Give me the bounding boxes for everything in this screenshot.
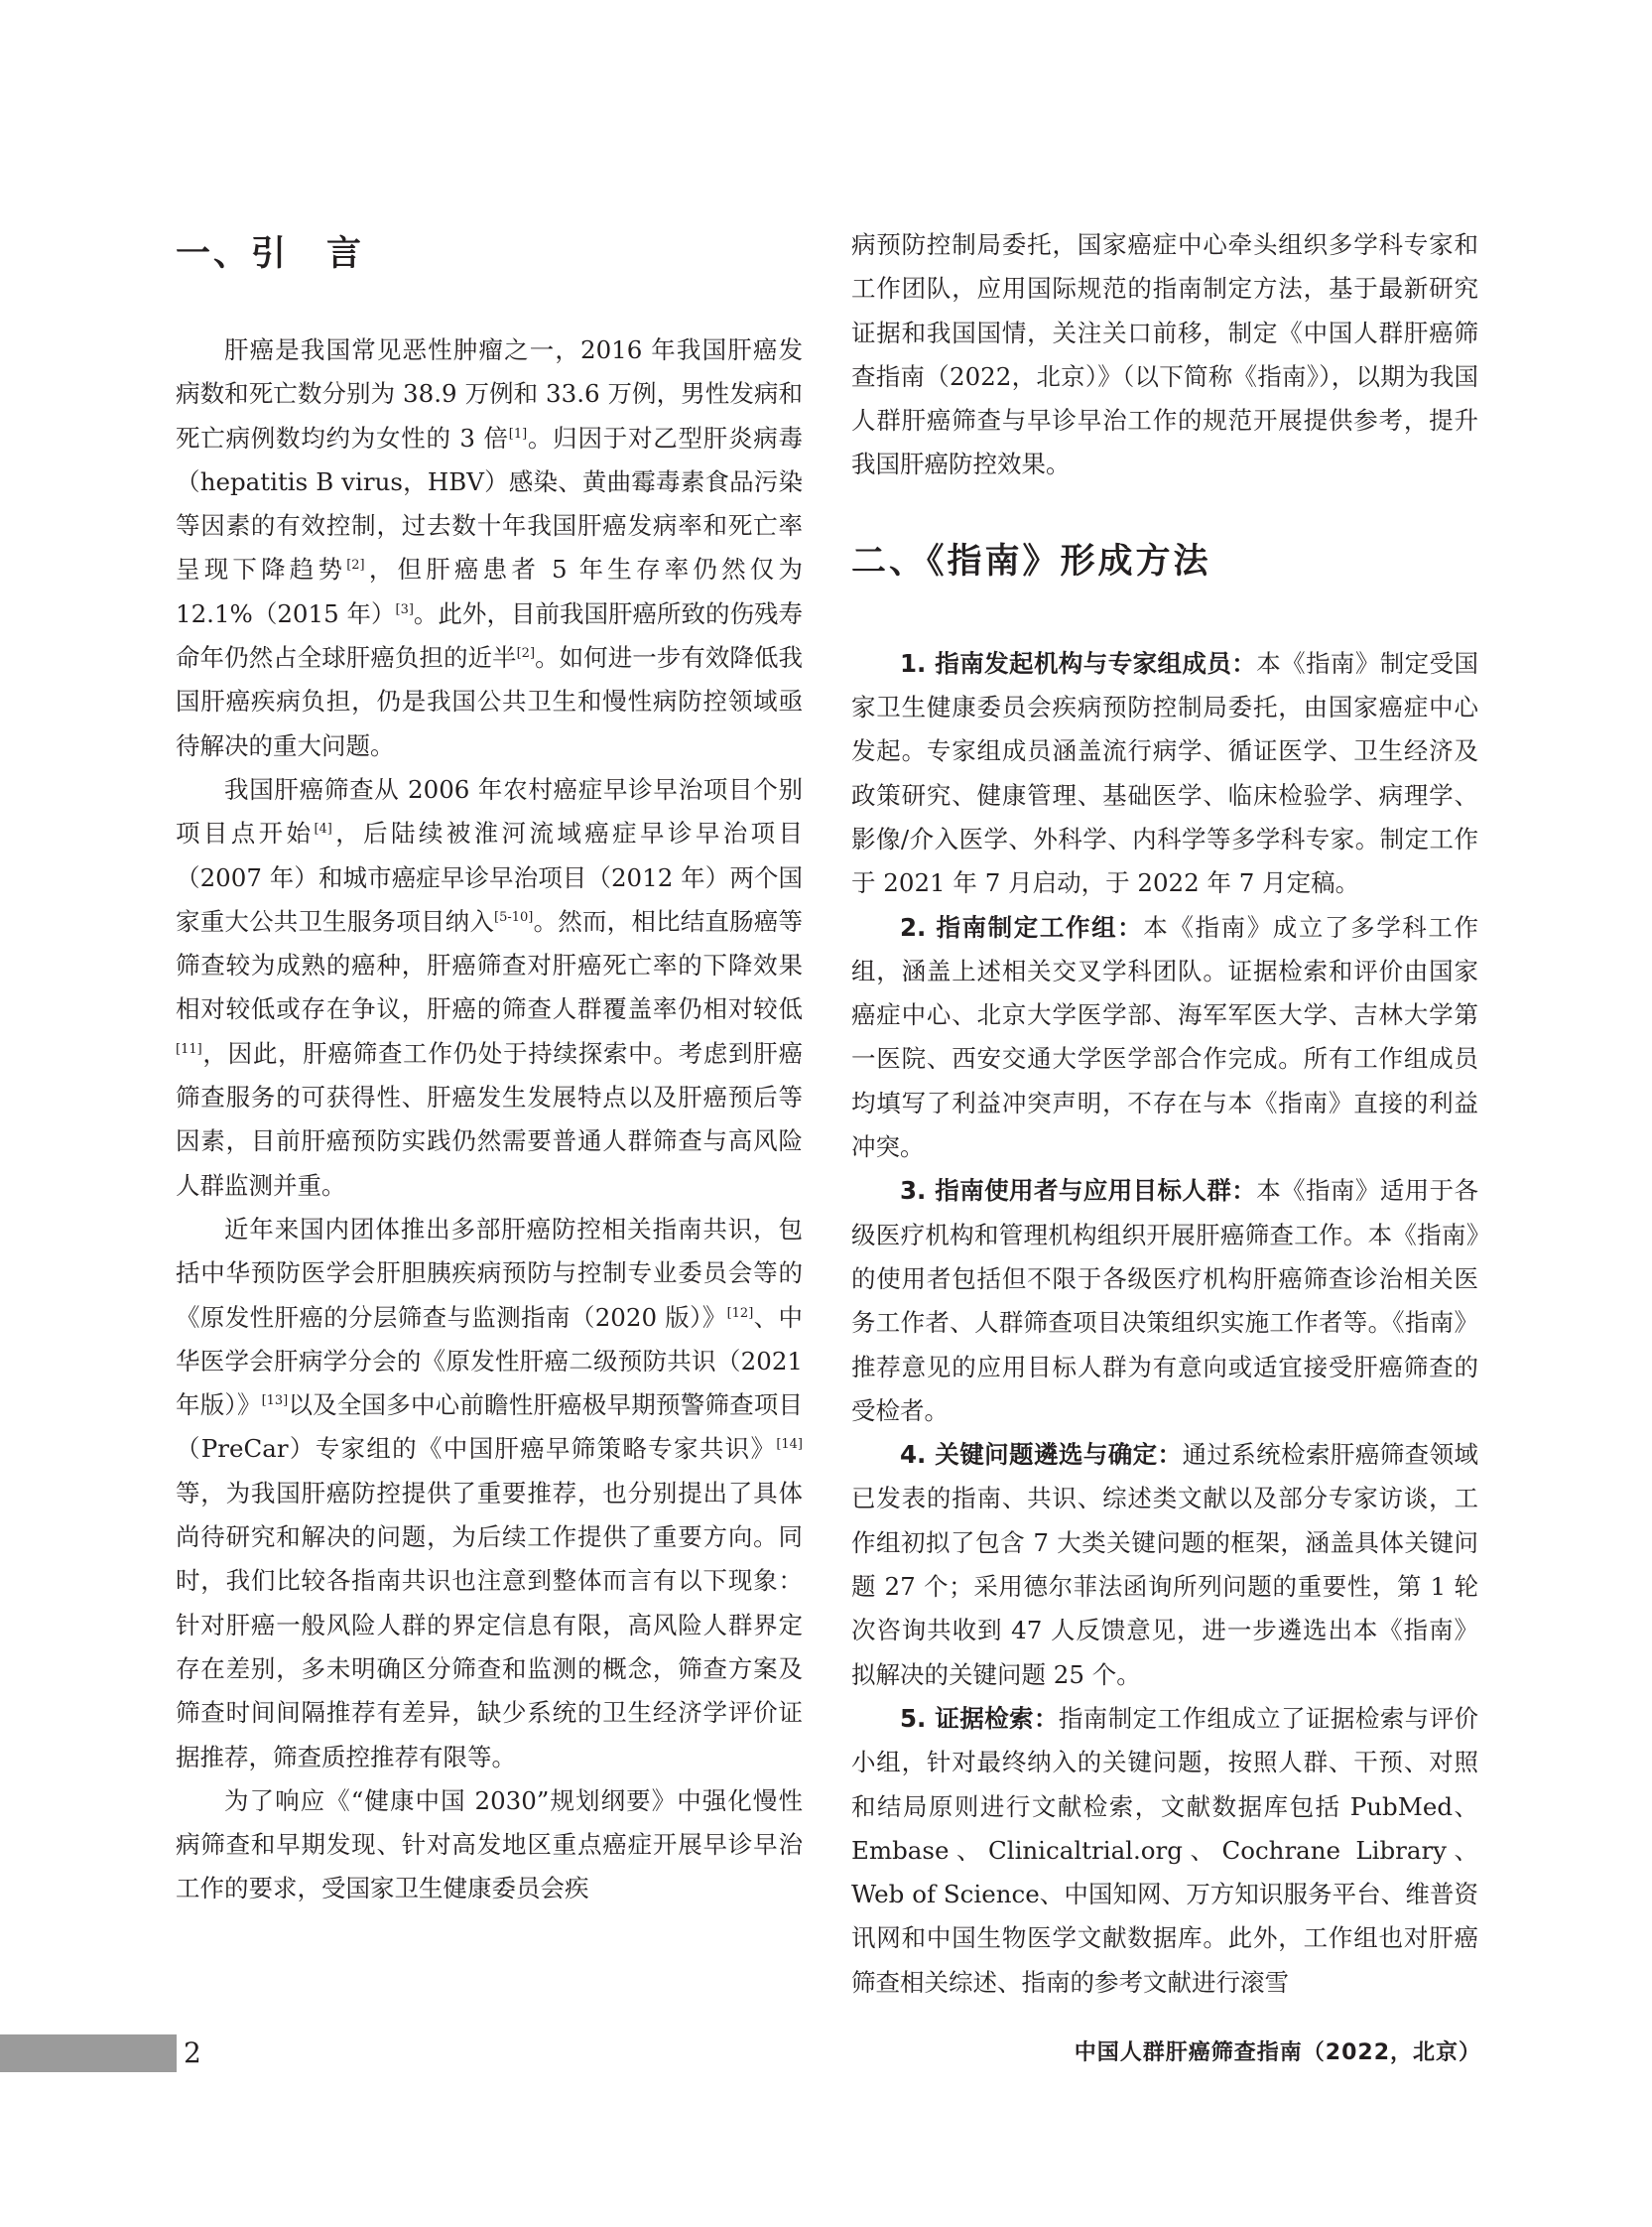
continuation-paragraph: 病预防控制局委托，国家癌症中心牵头组织多学科专家和工作团队，应用国际规范的指南制定方法，基于最新研究证据和我国国情，关注关口前移，制定《中国人群肝癌筛查指南（2022，北京）》（以下简称《指南》），以期为我国人群肝癌筛查与早诊早治工作的规范开展提供参考，提升我国肝癌防控效果。 bbox=[851, 230, 1478, 479]
citation-reference: [12] bbox=[726, 1305, 754, 1321]
footer-bar bbox=[0, 2034, 177, 2072]
citation-reference: [1] bbox=[508, 426, 528, 442]
paragraph-text: 。然而，相比结直肠癌等筛查较为成熟的癌种，肝癌筛查对肝癌死亡率的下降效果相对较低或存在争议，肝癌的筛查人群覆盖率仍相对较低 bbox=[176, 906, 804, 1024]
citation-reference: [2] bbox=[516, 645, 536, 661]
method-item-text: 本《指南》制定受国家卫生健康委员会疾病预防控制局委托，由国家癌症中心发起。专家组成员涵盖流行病学、循证医学、卫生经济及政策研究、健康管理、基础医学、临床检验学、病理学、影像/介入医学、外科学、内科学等多学科专家。制定工作于 2021 年 7 月启动，于 2022 年 7 月定稿。 bbox=[851, 648, 1478, 898]
right-column bbox=[851, 223, 1478, 2005]
section-heading-methods: 二、《指南》形成方法 bbox=[851, 541, 1211, 582]
method-item-paragraph bbox=[851, 1433, 1478, 1697]
method-items bbox=[851, 642, 1478, 2005]
paragraph-text: 。归因于对乙型肝炎病毒（hepatitis B virus，HBV）感染、黄曲霉毒素食品污染等因素的有效控制，过去数十年我国肝癌发病率和死亡率呈现下降趋势 bbox=[176, 423, 803, 585]
method-item-paragraph bbox=[851, 906, 1478, 1170]
paragraph-text: ，后陆续被淮河流域癌症早诊早治项目（2007 年）和城市癌症早诊早治项目（2012 年）两个国家重大公共卫生服务项目纳入 bbox=[176, 819, 804, 936]
method-item-text: 本《指南》适用于各级医疗机构和管理机构组织开展肝癌筛查工作。本《指南》的使用者包括但不限于各级医疗机构肝癌筛查诊治相关医务工作者、人群筛查项目决策组织实施工作者等。《指南》推荐意见的应用目标人群为有意向或适宜接受肝癌筛查的受检者。 bbox=[851, 1176, 1478, 1425]
method-item-paragraph bbox=[851, 642, 1478, 906]
left-paragraphs bbox=[176, 328, 803, 1911]
citation-reference: [5-10] bbox=[494, 909, 534, 925]
method-item-text: 通过系统检索肝癌筛查领域已发表的指南、共识、综述类文献以及部分专家访谈，工作组初拟了包含 7 大类关键问题的框架，涵盖具体关键问题 27 个；采用德尔菲法函询所列问题的重要性，第 1 轮次咨询共收到 47 人反馈意见，进一步遴选出本《指南》拟解决的关键问题 25 个。 bbox=[851, 1440, 1478, 1689]
method-item-label: 4. 关键问题遴选与确定： bbox=[900, 1440, 1183, 1470]
paragraph-text: 为了响应《“健康中国 2030”规划纲要》中强化慢性病筛查和早期发现、针对高发地区重点癌症开展早诊早治工作的要求，受国家卫生健康委员会疾 bbox=[176, 1785, 803, 1903]
page-number: 2 bbox=[184, 2036, 201, 2069]
citation-reference: [13] bbox=[261, 1392, 289, 1408]
citation-reference: [4] bbox=[314, 822, 332, 838]
paragraph-text: 等，为我国肝癌防控提供了重要推荐，也分别提出了具体尚待研究和解决的问题，为后续工作提供了重要方向。同时，我们比较各指南共识也注意到整体而言有以下现象：针对肝癌一般风险人群的界定信息有限，高风险人群界定存在差别，多未明确区分筛查和监测的概念，筛查方案及筛查时间间隔推荐有差异，缺少系统的卫生经济学评价证据推荐，筛查质控推荐有限等。 bbox=[176, 1478, 803, 1771]
method-item-label: 2. 指南制定工作组： bbox=[900, 912, 1144, 942]
method-item-paragraph bbox=[851, 1697, 1478, 2005]
body-paragraph bbox=[176, 768, 803, 1208]
running-title: 中国人群肝癌筛查指南（2022，北京） bbox=[1074, 2040, 1481, 2065]
method-item-label: 5. 证据检索： bbox=[900, 1703, 1059, 1733]
method-item-text: 本《指南》成立了多学科工作组，涵盖上述相关交叉学科团队。证据检索和评价由国家癌症中心、北京大学医学部、海军军医大学、吉林大学第一医院、西安交通大学医学部合作完成。所有工作组成员均填写了利益冲突声明，不存在与本《指南》直接的利益冲突。 bbox=[851, 912, 1479, 1162]
section-heading-introduction: 一、引 言 bbox=[176, 234, 365, 274]
citation-reference: [3] bbox=[395, 601, 414, 617]
body-paragraph bbox=[176, 1779, 803, 1911]
paragraph-text: 近年来国内团体推出多部肝癌防控相关指南共识，包括中华预防医学会肝胆胰疾病预防与控制专业委员会等的《原发性肝癌的分层筛查与监测指南（2020 版）》 bbox=[176, 1214, 803, 1332]
body-paragraph bbox=[176, 328, 803, 768]
paragraph-text: 。此外，目前我国肝癌所致的伤残寿命年仍然占全球肝癌负担的近半 bbox=[176, 598, 804, 673]
method-item-label: 1. 指南发起机构与专家组成员： bbox=[900, 648, 1257, 678]
citation-reference: [14] bbox=[776, 1437, 803, 1453]
paragraph-text: ，但肝癌患者 5 年生存率仍然仅为 12.1%（2015 年） bbox=[176, 555, 803, 628]
left-column bbox=[176, 223, 803, 1911]
paragraph-text: ，因此，肝癌筛查工作仍处于持续探索中。考虑到肝癌筛查服务的可获得性、肝癌发生发展特点以及肝癌预后等因素，目前肝癌预防实践仍然需要普通人群筛查与高风险人群监测并重。 bbox=[176, 1038, 803, 1200]
method-item-paragraph bbox=[851, 1169, 1478, 1433]
citation-reference: [2] bbox=[346, 558, 365, 574]
paragraph-text: 、中华医学会肝病学分会的《原发性肝癌二级预防共识（2021 年版）》 bbox=[176, 1302, 803, 1420]
paragraph-text: 以及全国多中心前瞻性肝癌极早期预警筛查项目（PreCar）专家组的《中国肝癌早筛策略专家共识》 bbox=[176, 1390, 804, 1464]
method-item-text: 指南制定工作组成立了证据检索与评价小组，针对最终纳入的关键问题，按照人群、干预、对照和结局原则进行文献检索，文献数据库包括 PubMed、Embase、Clinicaltrial.org、Cochrane Library、Web of Science、中国知网、万方知识服务平台、维普资讯网和中国生物医学文献数据库。此外，工作组也对肝癌筛查相关综述、指南的参考文献进行滚雪 bbox=[851, 1703, 1478, 1997]
citation-reference: [11] bbox=[176, 1041, 202, 1057]
paragraph-text: 我国肝癌筛查从 2006 年农村癌症早诊早治项目个别项目点开始 bbox=[176, 774, 803, 849]
body-paragraph bbox=[176, 1208, 803, 1779]
paragraph-text: 肝癌是我国常见恶性肿瘤之一，2016 年我国肝癌发病数和死亡数分别为 38.9 万例和 33.6 万例，男性发病和死亡病例数均约为女性的 3 倍 bbox=[176, 335, 803, 453]
paragraph-text: 。如何进一步有效降低我国肝癌疾病负担，仍是我国公共卫生和慢性病防控领域亟待解决的重大问题。 bbox=[176, 643, 804, 760]
method-item-label: 3. 指南使用者与应用目标人群： bbox=[900, 1176, 1257, 1206]
